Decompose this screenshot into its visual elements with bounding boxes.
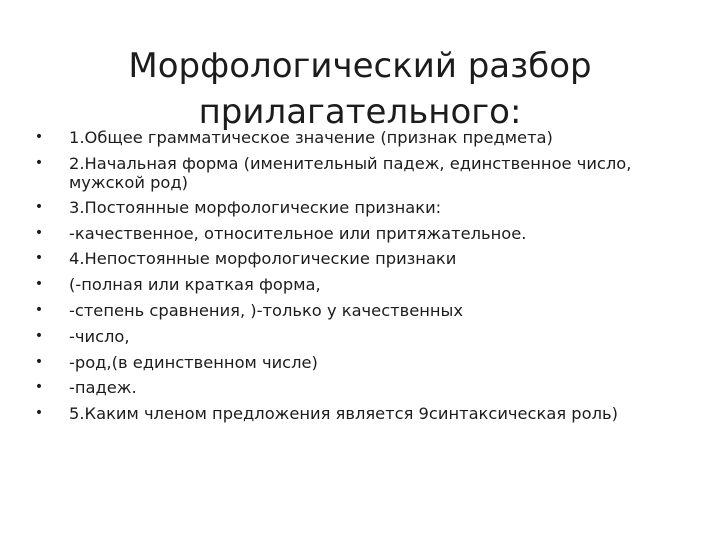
list-item-text: 3.Постоянные морфологические признаки: (69, 197, 442, 217)
list-item-text: 2.Начальная форма (именительный падеж, единственное число, мужской род) (69, 153, 632, 192)
bullet-list (34, 125, 694, 426)
list-item (34, 324, 694, 350)
bullet-icon: • (34, 405, 44, 422)
list-item (34, 401, 694, 426)
bullet-icon: • (34, 224, 44, 241)
list-item-text: 4.Непостоянные морфологические признаки (69, 249, 457, 269)
list-item-text: -степень сравнения, )-только у качественных (69, 300, 464, 320)
list-item (34, 195, 694, 221)
bullet-icon: • (34, 327, 44, 344)
bullet-icon: • (34, 154, 44, 171)
bullet-icon: • (34, 129, 44, 145)
slide-title-line-1: Морфологический разбор (128, 45, 592, 86)
list-item (34, 246, 694, 272)
list-item-text: -падеж. (69, 378, 137, 398)
list-item-text: (-полная или краткая форма, (69, 275, 321, 295)
slide-title (60, 43, 660, 135)
list-item-text: -качественное, относительное или притяжательное. (69, 223, 527, 243)
list-item (34, 125, 694, 151)
list-item-text: -род,(в единственном числе) (69, 352, 318, 372)
list-item (34, 375, 694, 401)
list-item-text: -число, (69, 326, 130, 346)
slide-title-line-2: прилагательного: (198, 91, 522, 132)
list-item (34, 350, 694, 376)
list-item-text: 5.Каким членом предложения является 9синтаксическая роль) (69, 404, 618, 424)
list-item (34, 298, 694, 324)
bullet-icon: • (34, 198, 44, 215)
bullet-icon: • (34, 301, 44, 318)
bullet-icon: • (34, 379, 44, 396)
list-item (34, 221, 694, 247)
list-item-text: 1.Общее грамматическое значение (признак предмета) (69, 128, 553, 147)
bullet-icon: • (34, 250, 44, 267)
list-item (34, 151, 694, 195)
bullet-icon: • (34, 353, 44, 370)
list-item (34, 272, 694, 298)
bullet-icon: • (34, 276, 44, 293)
